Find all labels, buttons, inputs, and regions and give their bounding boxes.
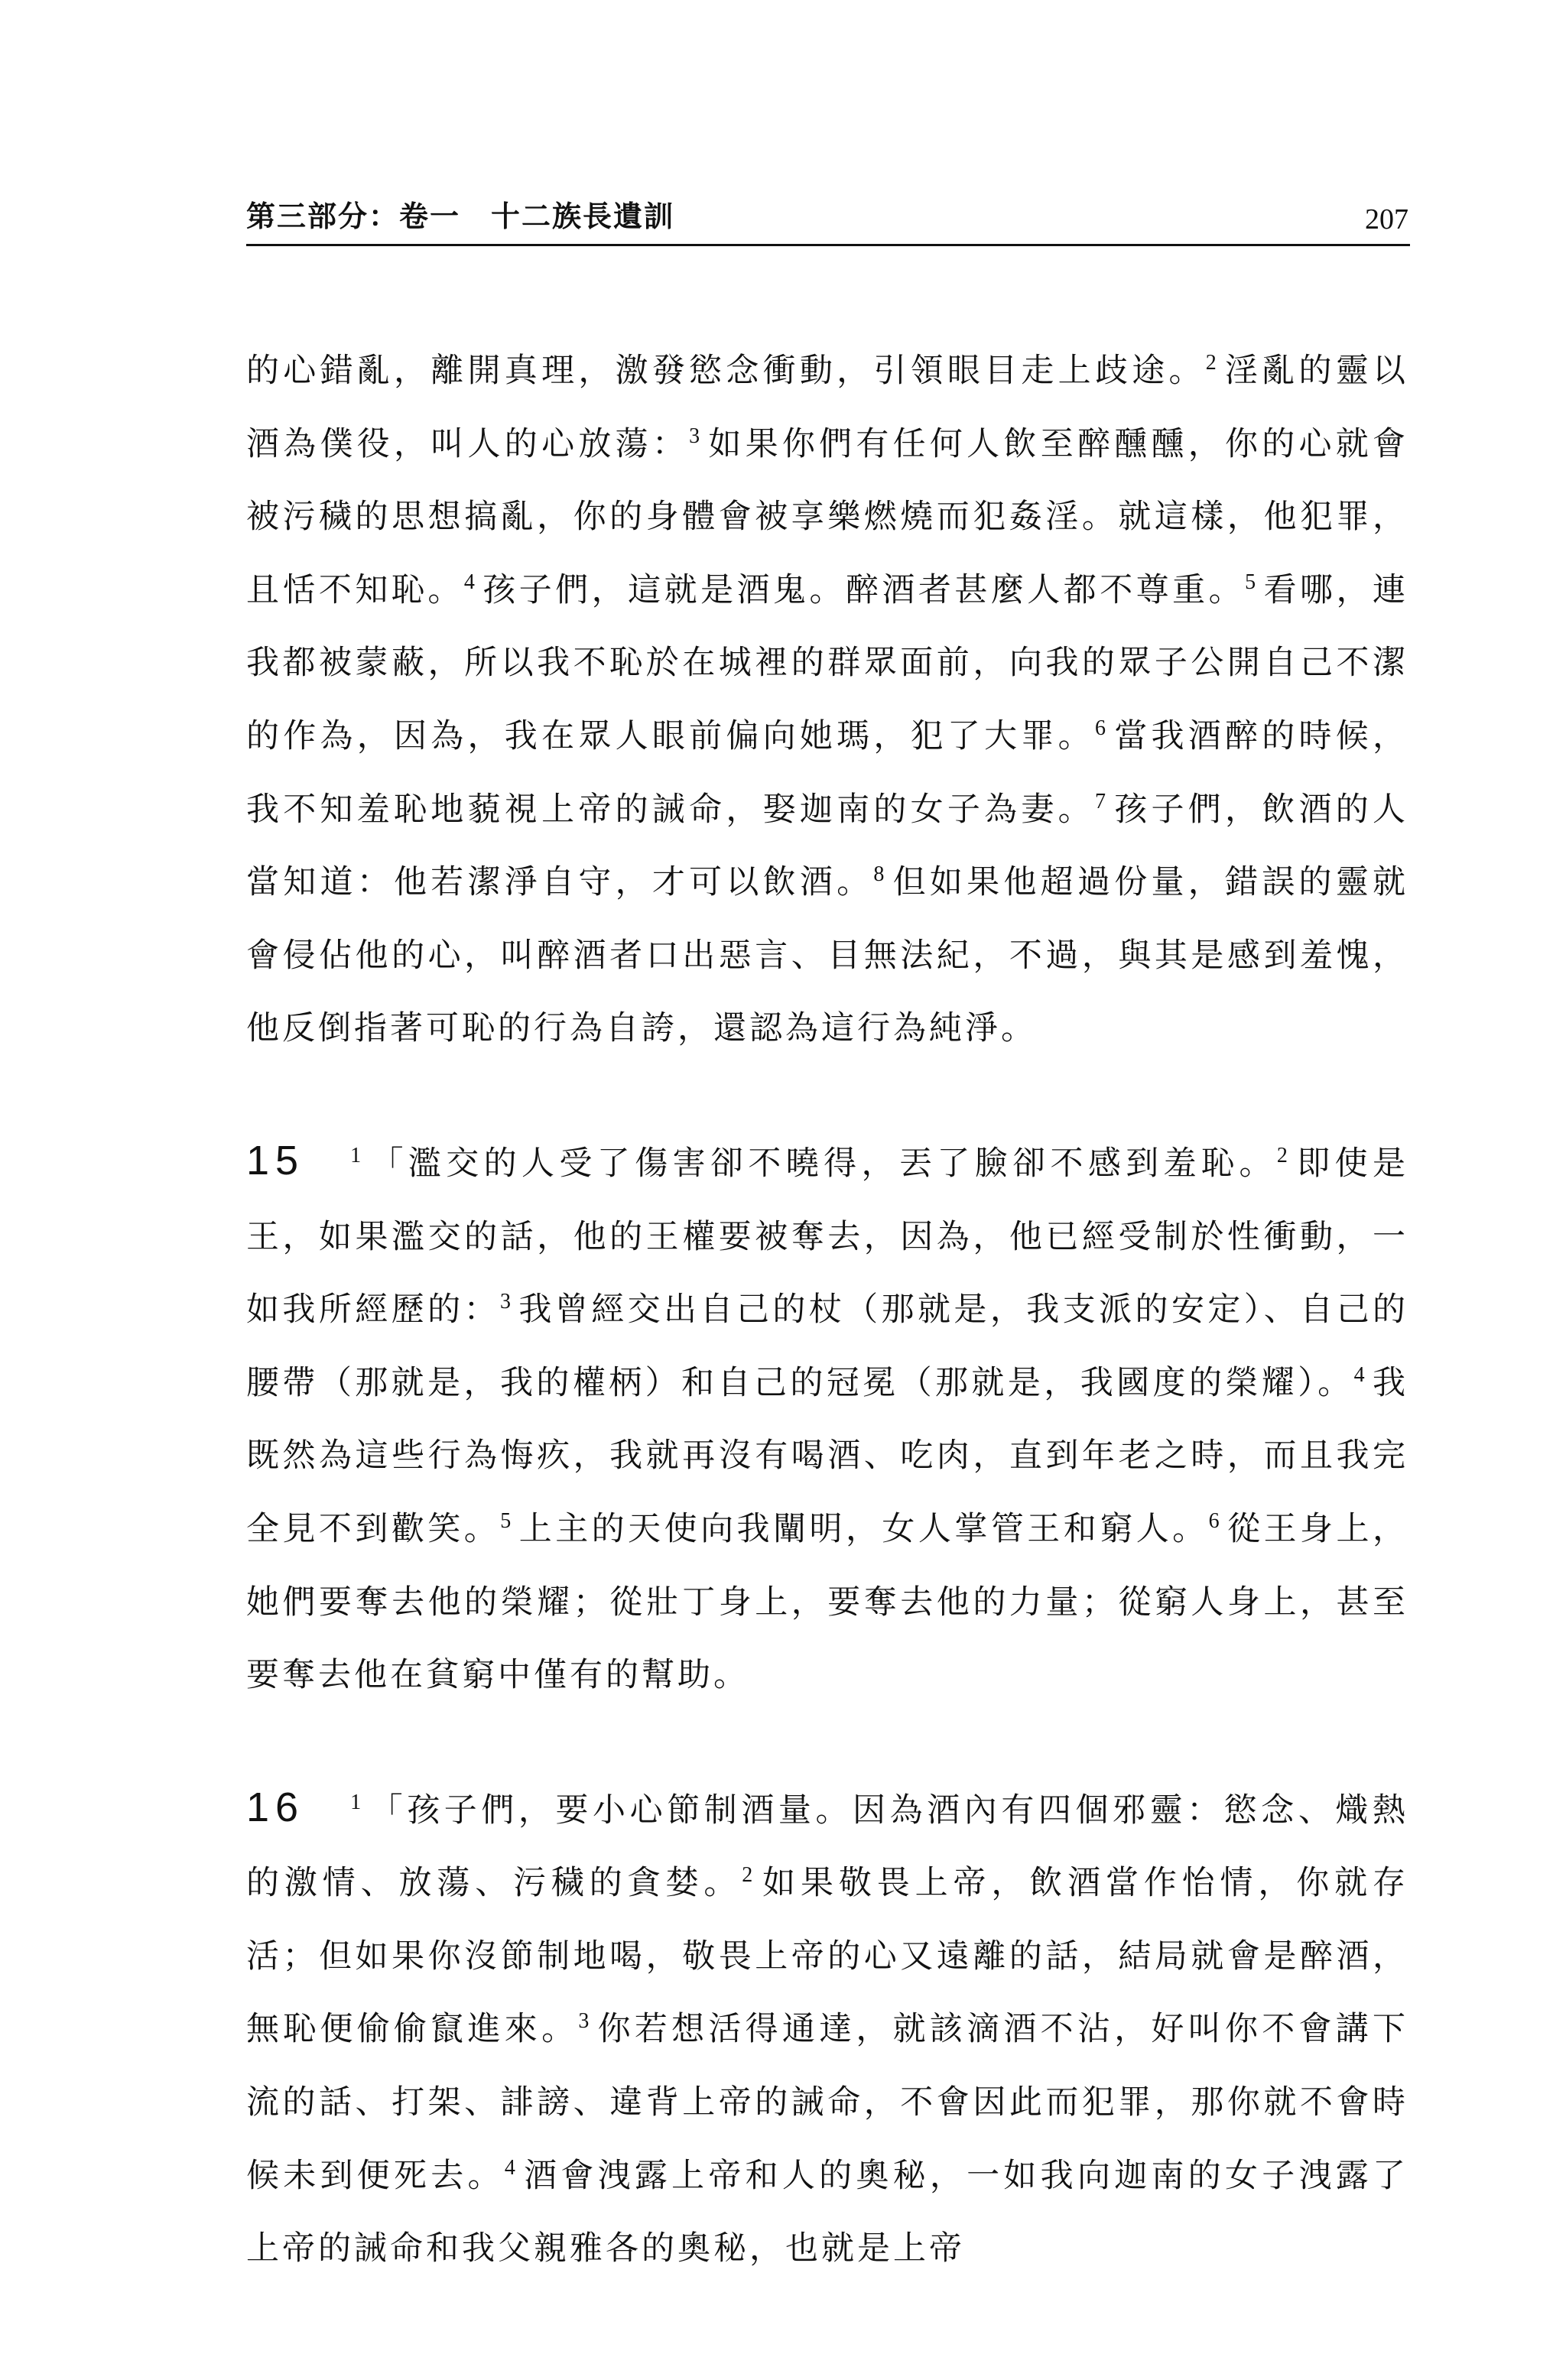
verse-text: 如果你們有任何人飲至醉醺醺，你的心就會被污穢的思想搞亂，你的身體會被享樂燃燒而犯姦淫。就這樣，他犯罪，且恬不知恥。 bbox=[246, 424, 1409, 609]
verse-text: 但如果他超過份量，錯誤的靈就會侵佔他的心，叫醉酒者口出惡言、目無法紀，不過，與其是感到羞愧，他反倒指著可恥的行為自誇，還認為這行為純淨。 bbox=[246, 863, 1409, 1048]
verse-number: 2 bbox=[1205, 351, 1217, 375]
verse-text: 如果敬畏上帝，飲酒當作怡情，你就存活；但如果你沒節制地喝，敬畏上帝的心又遠離的話，結局就會是醉酒，無恥便偷偷竄進來。 bbox=[246, 1864, 1409, 2049]
verse-text: 我既然為這些行為悔疚，我就再沒有喝酒、吃肉，直到年老之時，而且我完全見不到歡笑。 bbox=[246, 1363, 1408, 1548]
verse-text: 上主的天使向我闡明，女人掌管王和窮人。 bbox=[518, 1509, 1209, 1548]
verse-number: 3 bbox=[689, 424, 700, 448]
verse-text: 「孩子們，要小心節制酒量。因為酒內有四個邪靈：慾念、熾熱的激情、放蕩、污穢的貪婪。 bbox=[246, 1791, 1408, 1903]
chapter-number: 15 bbox=[246, 1137, 305, 1184]
paragraph-continuation bbox=[246, 335, 1408, 1066]
verse-number: 6 bbox=[1208, 1508, 1220, 1533]
verse-number: 4 bbox=[463, 570, 475, 594]
verse-number: 6 bbox=[1094, 716, 1106, 740]
paragraph-chapter-15 bbox=[246, 1125, 1408, 1713]
verse-number: 7 bbox=[1094, 789, 1106, 813]
verse-text: 孩子們，這就是酒鬼。醉酒者甚麼人都不尊重。 bbox=[482, 570, 1246, 609]
verse-number: 8 bbox=[873, 862, 885, 887]
verse-text: 我曾經交出自己的杖（那就是，我支派的安定）、自己的腰帶（那就是，我的權柄）和自己的冠冕（那就是，我國度的榮耀）。 bbox=[246, 1291, 1408, 1402]
verse-text: 當我酒醉的時候，我不知羞恥地藐視上帝的誡命，娶迦南的女子為妻。 bbox=[246, 716, 1409, 829]
verse-number: 1 bbox=[350, 1143, 362, 1167]
verse-text: 淫亂的靈以酒為僕役，叫人的心放蕩： bbox=[246, 352, 1409, 463]
running-title: 第三部分：卷一 十二族長遺訓 bbox=[246, 200, 675, 233]
page-number: 207 bbox=[1365, 203, 1408, 235]
verse-text: 你若想活得通達，就該滴酒不沾，好叫你不會講下流的話、打架、誹謗、違背上帝的誡命，不會因此而犯罪，那你就不會時候未到便死去。 bbox=[246, 2010, 1409, 2195]
verse-number: 4 bbox=[1353, 1362, 1365, 1387]
paragraph-chapter-16 bbox=[246, 1771, 1408, 2286]
verse-number: 3 bbox=[499, 1290, 511, 1314]
verse-number: 2 bbox=[1276, 1143, 1288, 1167]
header-rule bbox=[246, 244, 1410, 246]
page-body bbox=[246, 335, 1408, 2286]
verse-number: 5 bbox=[500, 1508, 512, 1533]
verse-number: 4 bbox=[504, 2155, 515, 2180]
verse-text: 看哪，連我都被蒙蔽，所以我不恥於在城裡的群眾面前，向我的眾子公開自己不潔的作為，因為，我在眾人眼前偏向她瑪，犯了大罪。 bbox=[246, 570, 1408, 755]
verse-text: 酒會洩露上帝和人的奧秘，一如我向迦南的女子洩露了上帝的誡命和我父親雅各的奧秘，也就是上帝 bbox=[246, 2156, 1409, 2268]
running-header bbox=[246, 197, 1408, 243]
verse-text: 從王身上，她們要奪去他的榮耀；從壯丁身上，要奪去他的力量；從窮人身上，甚至要奪去他在貧窮中僅有的幫助。 bbox=[246, 1509, 1408, 1695]
verse-number: 2 bbox=[742, 1863, 753, 1888]
chapter-number: 16 bbox=[246, 1784, 305, 1830]
verse-number: 3 bbox=[578, 2009, 590, 2034]
verse-text: 的心錯亂，離開真理，激發慾念衝動，引領眼目走上歧途。 bbox=[246, 352, 1206, 390]
verse-number: 1 bbox=[350, 1790, 362, 1814]
verse-text: 孩子們，飲酒的人當知道：他若潔淨自守，才可以飲酒。 bbox=[246, 790, 1409, 902]
verse-text: 即使是王，如果濫交的話，他的王權要被奪去，因為，他已經受制於性衝動，一如我所經歷的： bbox=[246, 1144, 1409, 1330]
verse-number: 5 bbox=[1245, 570, 1256, 594]
verse-text: 「濫交的人受了傷害卻不曉得，丟了臉卻不感到羞恥。 bbox=[369, 1144, 1277, 1183]
